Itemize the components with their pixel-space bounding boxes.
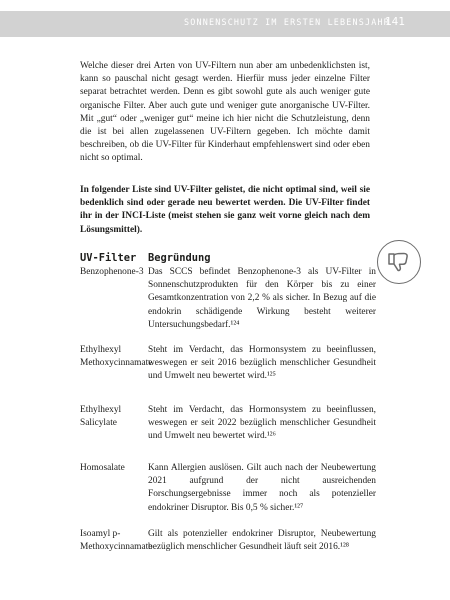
column-header-reason: Begründung: [148, 252, 211, 264]
filter-name: Benzophenone-3: [80, 267, 144, 277]
filter-name: Isoamyl p-Methoxycinnamate: [80, 529, 153, 553]
table-row: [80, 344, 376, 404]
intro-paragraph: Welche dieser drei Arten von UV-Filtern nun aber am unbedenklichsten ist, kann so pauschal nicht gesagt werden. Hierfür muss jeder einzelne Filter separat betrachtet werden. Denn es gibt sowohl gute als auch weniger gute organische Filter. Aber auch gute und weniger gute anorganische UV-Filter. Mit „gut“ oder „weniger gut“ meine ich hier nicht die Schutzleistung, denn die ist bei allen zugelassenen UV-Filtern gegeben. Ich möchte damit beschreiben, ob die UV-Filter für Kinderhaut empfehlenswert sind oder eben nicht so optimal.: [80, 61, 370, 164]
filter-reason: Steht im Verdacht, das Hormonsystem zu beeinflussen, weswegen er seit 2022 bezüglich menschlicher Gesundheit und Umwelt neu bewertet wird.¹²⁶: [148, 405, 376, 442]
filter-reason: Kann Allergien auslösen. Gilt auch nach der Neubewertung 2021 aufgrund der nicht ausreichenden Forschungsergebnisse immer noch als potenzieller endokriner Disruptor. Bis 0,5 % sicher.¹²⁷: [148, 463, 376, 513]
filter-reason: Das SCCS befindet Benzophenone-3 als UV-Filter in Sonnenschutzprodukten für den Körper bis zu einer Gesamtkonzentration von 2,2 % als sicher. In Bezug auf die endokrin schädigende Wirkung besteht weiterer Untersuchungsbedarf.¹²⁴: [148, 267, 376, 330]
filter-name: Homosalate: [80, 463, 125, 473]
table-row: [80, 528, 376, 574]
running-title: SONNENSCHUTZ IM ERSTEN LEBENSJAHR: [184, 17, 390, 27]
column-header-uv-filter: UV-Filter: [80, 252, 137, 264]
uv-filter-table: [80, 266, 376, 574]
filter-name: Ethylhexyl Methoxycinnamate: [80, 345, 153, 369]
filter-reason: Steht im Verdacht, das Hormonsystem zu beeinflussen, weswegen er seit 2016 bezüglich menschlicher Gesundheit und Umwelt neu bewertet wird.¹²⁵: [148, 345, 376, 382]
running-header: [0, 11, 450, 37]
table-row: [80, 404, 376, 462]
thumbs-down-icon: [387, 250, 411, 274]
table-row: [80, 266, 376, 344]
thumbs-down-badge: [377, 240, 421, 284]
filter-reason: Gilt als potenzieller endokriner Disruptor, Neubewertung bezüglich menschlicher Gesundheit läuft seit 2016.¹²⁸: [148, 529, 376, 553]
page-number: 141: [385, 15, 405, 28]
table-row: [80, 462, 376, 528]
filter-name: Ethylhexyl Salicylate: [80, 405, 122, 429]
uv-filter-list-intro: In folgender Liste sind UV-Filter gelistet, die nicht optimal sind, weil sie bedenklich sind oder gerade neu bewertet werden. Die UV-Filter findet ihr in der INCI-Liste (meist stehen sie ganz weit vorne gleich nach dem Lösungsmittel).: [80, 185, 370, 235]
